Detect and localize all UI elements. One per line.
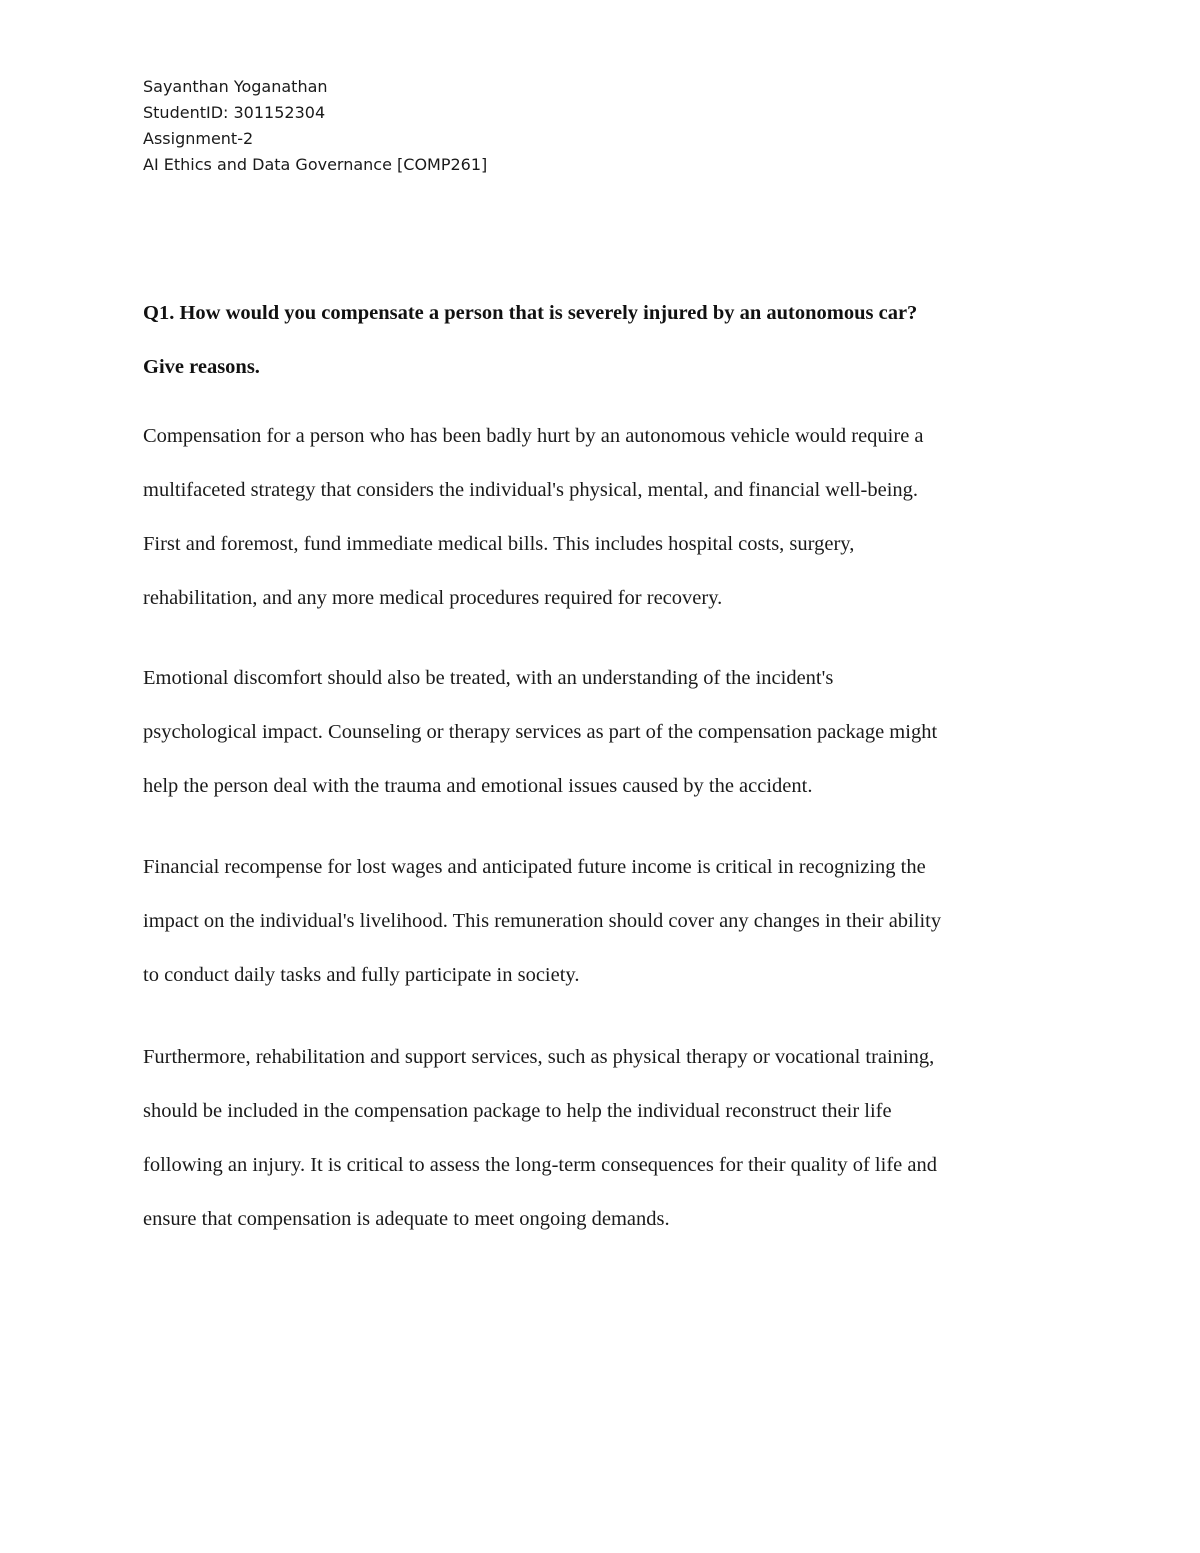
paragraph-line: Financial recompense for lost wages and anticipated future income is critical in recognizing the bbox=[143, 856, 926, 878]
question-line: Give reasons. bbox=[143, 356, 260, 378]
course-name: AI Ethics and Data Governance [COMP261] bbox=[143, 155, 488, 174]
paragraph-line: ensure that compensation is adequate to meet ongoing demands. bbox=[143, 1208, 670, 1230]
paragraph-line: Furthermore, rehabilitation and support services, such as physical therapy or vocational training, bbox=[143, 1046, 935, 1068]
paragraph-line: impact on the individual's livelihood. This remuneration should cover any changes in their ability bbox=[143, 910, 942, 932]
paragraph-line: multifaceted strategy that considers the individual's physical, mental, and financial well-being. bbox=[143, 479, 919, 501]
paragraph-line: First and foremost, fund immediate medical bills. This includes hospital costs, surgery, bbox=[143, 533, 855, 555]
student-id: StudentID: 301152304 bbox=[143, 103, 326, 122]
paragraph-rehabilitation bbox=[143, 1030, 1083, 1246]
document-header bbox=[143, 74, 487, 178]
paragraph-medical bbox=[143, 409, 1083, 625]
paragraph-line: should be included in the compensation package to help the individual reconstruct their life bbox=[143, 1100, 892, 1122]
paragraph-line: psychological impact. Counseling or therapy services as part of the compensation package might bbox=[143, 721, 938, 743]
paragraph-line: Compensation for a person who has been badly hurt by an autonomous vehicle would require a bbox=[143, 425, 924, 447]
paragraph-emotional bbox=[143, 651, 1083, 813]
author-name: Sayanthan Yoganathan bbox=[143, 77, 328, 96]
paragraph-line: help the person deal with the trauma and emotional issues caused by the accident. bbox=[143, 775, 813, 797]
assignment-title: Assignment-2 bbox=[143, 129, 254, 148]
paragraph-line: Emotional discomfort should also be treated, with an understanding of the incident's bbox=[143, 667, 834, 689]
paragraph-line: rehabilitation, and any more medical procedures required for recovery. bbox=[143, 587, 723, 609]
question-heading bbox=[143, 286, 1073, 394]
paragraph-line: following an injury. It is critical to assess the long-term consequences for their quality of life and bbox=[143, 1154, 937, 1176]
paragraph-financial bbox=[143, 840, 1083, 1002]
paragraph-line: to conduct daily tasks and fully participate in society. bbox=[143, 964, 580, 986]
question-line: Q1. How would you compensate a person that is severely injured by an autonomous car? bbox=[143, 302, 918, 324]
